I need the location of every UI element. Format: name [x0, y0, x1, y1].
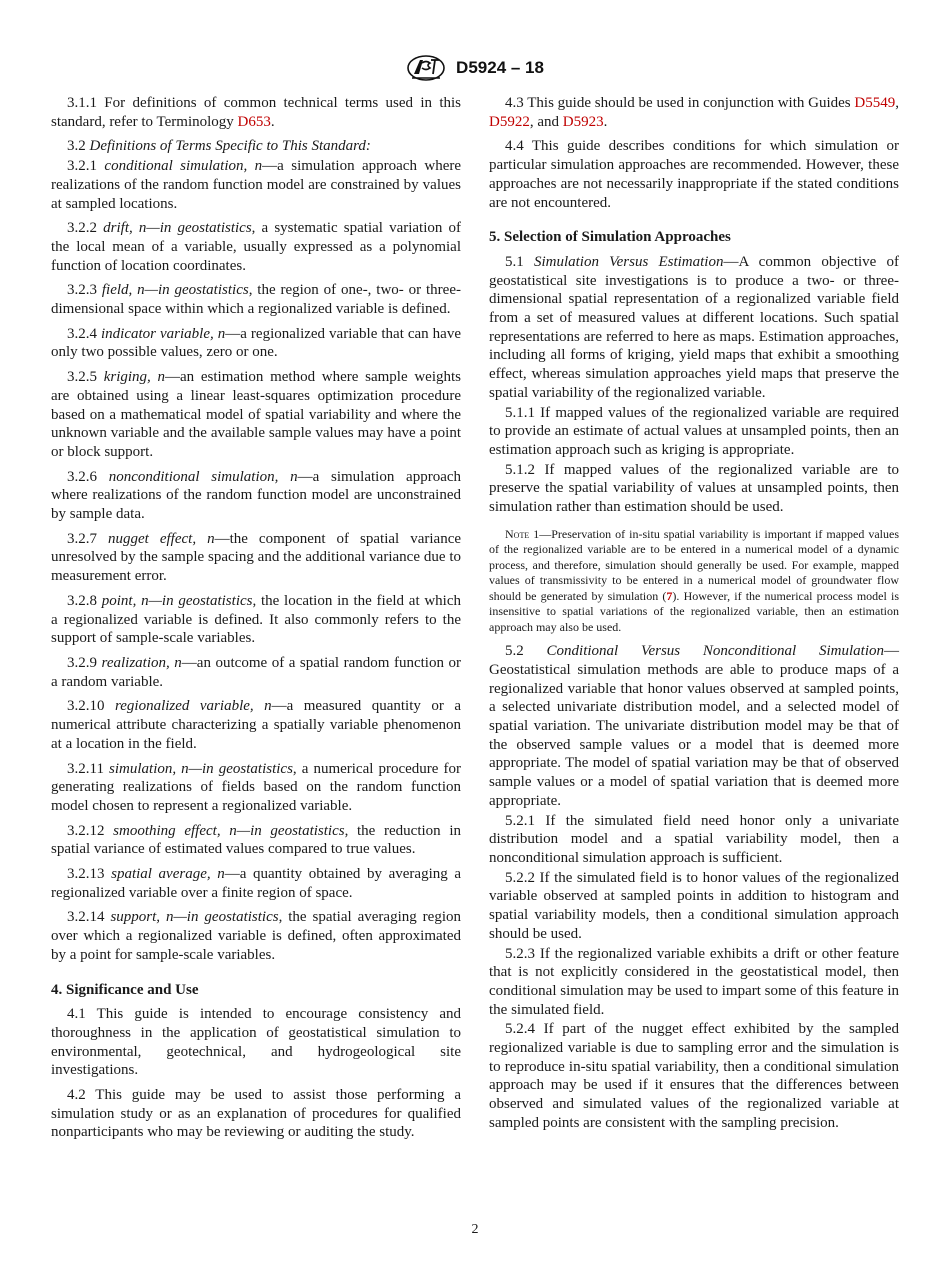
definition-item: 3.2.14 support, n—in geostatistics, the spatial averaging region over which a regionalized variable is defined, often approximated by a point for sample-scale variables. — [51, 909, 462, 963]
definition-item: 3.2.9 realization, n—an outcome of a spatial random function or a random variable. — [51, 654, 462, 690]
document-id: D5924 – 18 — [456, 58, 544, 77]
paragraph-4-1: 4.1 This guide is intended to encourage consistency and thoroughness in the application of geostatistical simulation to environmental, geotechnical, and hydrogeological site investigations. — [51, 1006, 461, 1079]
definition-item: 3.2.5 kriging, n—an estimation method where sample weights are obtained using a linear least-squares optimization procedure based on a mathematical model of spatial variability and where the unknown variable and the available sample values may have a point or block support. — [51, 369, 461, 460]
paragraph-5-1-2: 5.1.2 If mapped values of the regionalized variable are to preserve the spatial variability of values at unsampled points, then simulation rather than estimation should be used. — [489, 461, 899, 516]
definition-item: 3.2.12 smoothing effect, n—in geostatistics, the reduction in spatial variance of estimated values compared to true values. — [51, 822, 461, 858]
section-heading-5: 5. Selection of Simulation Approaches — [489, 229, 731, 246]
ref-link-d653[interactable]: D653 — [237, 113, 271, 130]
ref-link-7[interactable]: 7 — [666, 588, 673, 603]
definition-item: 3.2.1 conditional simulation, n—a simulation approach where realizations of the random function model are constrained by values at sampled locations. — [51, 158, 462, 212]
definition-item: 3.2.6 nonconditional simulation, n—a simulation approach where realizations of the random function model are unconstrained by sample data. — [51, 468, 462, 523]
paragraph-5-2-4: 5.2.4 If part of the nugget effect exhibited by the sampled regionalized variable is due to sampling error and the simulation is to reproduce in-situ spatial variability, then a conditional simulation approach may be used if it ensures that the differences between observed and simulated values of the regionalized variable at sampled points are consistent with the sampling precision. — [489, 1021, 899, 1131]
paragraph-3-2: 3.2 Definitions of Terms Specific to This Standard: — [67, 138, 371, 155]
astm-logo — [406, 54, 446, 82]
paragraph-5-2-3: 5.2.3 If the regionalized variable exhibits a drift or other feature that is not explicitly considered in the geostatistical model, then conditional simulation may be used to impart some of this feature in the simulated field. — [489, 945, 899, 1018]
page-header — [0, 54, 950, 82]
paragraph-5-2: 5.2 Conditional Versus Nonconditional Simulation—Geostatistical simulation methods are able to produce maps of a regionalized variable that honor values observed at sampled points, a selected univariate distribution model, and a selected model of spatial variation. The univariate distribution model may be that of the observed sample values or a model that is deemed more appropriate. The model of spatial variation may be that of observed sample values or a model of spatial variation that is deemed more appropriate. — [489, 643, 899, 809]
ref-link-d5549[interactable]: D5549 — [854, 95, 896, 111]
paragraph-5-2-1: 5.2.1 If the simulated field need honor only a univariate distribution model and a spatial variability model, then a nonconditional simulation approach is sufficient. — [489, 812, 899, 866]
paragraph-5-2-2: 5.2.2 If the simulated field is to honor values of the regionalized variable observed at sampled points in addition to histogram and spatial variability models, then a conditional simulation approach should be used. — [489, 869, 899, 942]
section-heading-4: 4. Significance and Use — [51, 981, 199, 998]
paragraph-3-1-1: 3.1.1 For definitions of common technical terms used in this standard, refer to Terminology D653. — [51, 95, 461, 130]
definition-item: 3.2.3 field, n—in geostatistics, the region of one-, two- or three-dimensional space within which a regionalized variable is defined. — [51, 282, 461, 318]
definition-item: 3.2.8 point, n—in geostatistics, the location in the field at which a regionalized variable is defined. It also commonly refers to the support of sample-scale variables. — [51, 592, 462, 647]
left-column — [51, 94, 461, 1148]
definition-item: 3.2.10 regionalized variable, n—a measured quantity or a numerical attribute characterizing a spatially variable phenomenon at a location in the field. — [51, 698, 461, 752]
ref-link-d5922[interactable]: D5922 — [489, 113, 530, 130]
definition-item: 3.2.11 simulation, n—in geostatistics, a numerical procedure for generating realizations of fields based on the random function model chosen to represent a regionalized variable. — [51, 760, 461, 814]
paragraph-4-4: 4.4 This guide describes conditions for which simulation or particular simulation approaches are recommended. However, these approaches are not necessarily inappropriate if the stated conditions are not encountered. — [489, 138, 899, 211]
right-column — [489, 94, 899, 1134]
paragraph-4-3: 4.3 This guide should be used in conjunction with Guides D5549, D5922, and D5923. — [489, 95, 899, 130]
definition-item: 3.2.7 nugget effect, n—the component of spatial variance unresolved by the sample spacing and the additional variance due to measurement error. — [51, 530, 462, 585]
paragraph-4-2: 4.2 This guide may be used to assist those performing a simulation study or as an explanation of procedures for qualified nonparticipants who may be reviewing or auditing the study. — [51, 1087, 461, 1141]
definition-item: 3.2.4 indicator variable, n—a regionalized variable that can have only two possible values, zero or one. — [51, 325, 461, 361]
definition-item: 3.2.13 spatial average, n—a quantity obtained by averaging a regionalized variable over a finite region of space. — [51, 866, 461, 901]
definition-item: 3.2.2 drift, n—in geostatistics, a systematic spatial variation of the local mean of a variable, usually expressed as a polynomial function of location coordinates. — [51, 220, 462, 274]
definitions-list — [51, 157, 461, 964]
paragraph-5-1-1: 5.1.1 If mapped values of the regionalized variable are required to provide an estimate of actual values at unsampled points, then an estimation approach such as kriging is appropriate. — [489, 404, 899, 458]
ref-link-d5923[interactable]: D5923 — [562, 113, 604, 130]
note-1: Note 1—Preservation of in-situ spatial variability is important if mapped values of the regionalized variable are to be entered in a numerical model of a dynamic process, and therefore, simulation should generally be used. For example, mapped values of transmissivity to be entered in a numerical model of groundwater flow should be generated by simulation (7). However, if the numerical process model is insensitive to spatial variations of the regionalized variable, then an estimation approach may also be used. — [489, 526, 899, 634]
page-number: 2 — [471, 1222, 479, 1237]
paragraph-5-1: 5.1 Simulation Versus Estimation—A common objective of geostatistical site investigations is to produce a two- or three-dimensional spatial representation of a regionalized variable field from a set of measured values at different locations. Such spatial representations are referred to here as maps. Estimation approaches, including all forms of kriging, yield maps that exhibit a smoothing effect, whereas simulation approaches yield maps that preserve the spatial variability of the regionalized variable. — [489, 253, 899, 401]
